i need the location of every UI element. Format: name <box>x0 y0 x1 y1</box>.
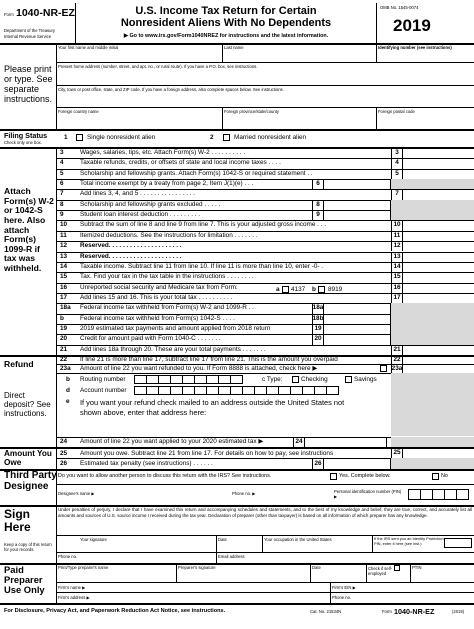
line-21-amount[interactable] <box>403 345 474 355</box>
line-26-amount[interactable] <box>324 458 391 469</box>
foreign-postal-label: Foreign postal code <box>378 109 415 114</box>
line-box-label: 19 <box>314 324 322 332</box>
line-23a-amount[interactable] <box>403 364 474 373</box>
preparer-name-field[interactable] <box>58 571 174 580</box>
line-box-label: 6 <box>316 180 320 188</box>
line-12-text: Reserved. . . . . . . . . . . . . . . . . . . . . <box>80 242 182 250</box>
line-number: 5 <box>60 169 64 177</box>
ptin-field[interactable] <box>412 571 472 580</box>
designee-name-label: Designee's name ▶ <box>58 491 95 496</box>
line-14-text: Taxable income. Subtract line 11 from line 10. If line 11 is more than line 10, enter -0- . <box>80 262 324 270</box>
line-number: 3 <box>60 149 64 156</box>
line-box-label: 13 <box>393 252 401 260</box>
your-signature-field[interactable] <box>60 543 210 552</box>
line-25-amount[interactable] <box>403 447 474 458</box>
refund-heading: Refund <box>4 359 34 369</box>
line-box-label: 11 <box>393 231 401 239</box>
designee-phone-field[interactable] <box>258 488 328 502</box>
line-number: 6 <box>60 180 64 188</box>
line-17-amount[interactable] <box>403 293 474 303</box>
paid-preparer-heading: Paid Preparer Use Only <box>4 564 45 596</box>
foreign-province-field[interactable] <box>223 115 375 128</box>
self-employed-checkbox[interactable] <box>394 565 400 571</box>
line-14-amount[interactable] <box>403 262 474 272</box>
pin-digit-box[interactable] <box>456 489 469 500</box>
line-10-amount[interactable] <box>403 220 474 230</box>
firm-ein-field[interactable] <box>360 583 472 592</box>
email-field[interactable] <box>250 553 470 562</box>
account-number-label: Account number <box>80 387 127 394</box>
foreign-country-label: Foreign country name <box>58 109 99 114</box>
line-9-amount[interactable] <box>324 210 391 220</box>
direct-deposit-note: Direct deposit? See instructions. <box>4 391 51 418</box>
married-nonresident-checkbox[interactable] <box>223 134 230 141</box>
form-8919-checkbox[interactable] <box>318 286 325 293</box>
designee-yes-label: Yes. Complete below. <box>339 473 391 479</box>
line-12-amount[interactable] <box>403 241 474 251</box>
routing-number-label: Routing number <box>80 376 126 383</box>
third-party-question: Do you want to allow another person to discuss this return with the IRS? See instructions. <box>58 473 272 479</box>
sign-phone-label: Phone no. <box>58 554 78 559</box>
line-number: 16 <box>60 283 68 291</box>
single-nonresident-label: Single nonresident alien <box>87 134 156 141</box>
line-9-text: Student loan interest deduction . . . . . . . . . <box>80 211 201 219</box>
line-22-amount[interactable] <box>403 355 474 364</box>
account-digit-box[interactable] <box>326 386 339 395</box>
email-label: Email address <box>218 554 245 559</box>
designee-no-checkbox[interactable] <box>432 473 439 480</box>
line-26-text: Estimated tax penalty (see instructions) . . . . . . <box>80 460 213 467</box>
first-name-field[interactable] <box>57 51 221 61</box>
shaded-cell <box>391 210 474 220</box>
routing-digit-box[interactable] <box>230 375 243 384</box>
line-box-label: 12 <box>393 242 401 250</box>
dept-line1: Department of the Treasury <box>4 28 55 33</box>
line-box-label: 9 <box>316 211 320 219</box>
line-7-text: Add lines 3, 4, and 5 . . . . . . . . . . . . . . . . <box>80 190 196 198</box>
form-number: 1040-NR-EZ <box>16 7 75 19</box>
form-title-line1: U.S. Income Tax Return for Certain <box>135 5 317 17</box>
line-3-text: Wages, salaries, tips, etc. Attach Form(s) W-2 . . . . . . . . . . <box>80 149 246 156</box>
line-23e-text-2: shown above, enter that address here: <box>80 408 207 417</box>
line-number: 8 <box>60 200 64 208</box>
home-address-field[interactable] <box>57 70 473 84</box>
line-5-text: Scholarship and fellowship grants. Attach Form(s) 1042-S or required statement . . <box>80 169 313 177</box>
line-5-amount[interactable] <box>403 169 474 179</box>
goto-instructions: ▶ Go to www.irs.gov/Form1040NREZ for instructions and the latest information. <box>123 33 329 39</box>
line-19-amount[interactable] <box>324 324 391 334</box>
form-8888-checkbox[interactable] <box>380 365 387 372</box>
omb-number: OMB No. 1545-0074 <box>380 5 419 10</box>
perjury-statement: Under penalties of perjury, I declare that I have examined this return and accompanying schedules and statements, and to the best of my knowledge and belief, they are true, correct, and accurately list all amounts and sources of U.S. source income I received during the tax year. Declaration of preparer (other than taxpayer) is based on all information of which preparer has any knowledge. <box>58 507 472 518</box>
line-number: 13 <box>60 252 68 260</box>
catalog-number: Cat. No. 21534N <box>310 609 342 614</box>
city-field[interactable] <box>57 93 473 106</box>
line-24-text: Amount of line 22 you want applied to your 2020 estimated tax ▶ <box>80 438 264 445</box>
line-13-amount[interactable] <box>403 252 474 262</box>
checking-label: Checking <box>301 376 328 383</box>
line-8-text: Scholarship and fellowship grants excluded . . . . . <box>80 200 221 208</box>
firm-phone-field[interactable] <box>360 593 472 602</box>
your-signature-label: Your signature <box>80 537 107 542</box>
line-number: 17 <box>60 293 68 301</box>
firm-name-label: Firm's name ▶ <box>58 585 86 590</box>
line-15-text: Tax. Find your tax in the tax table in the instructions . . . . . . . . <box>80 273 254 281</box>
savings-label: Savings <box>354 376 377 383</box>
line-box-label: 15 <box>393 273 401 281</box>
line-21-text: Add lines 18a through 20. These are your total payments . . . . . . . <box>80 345 266 353</box>
married-nonresident-label: Married nonresident alien <box>234 134 307 141</box>
sign-date-label: Date <box>218 537 227 542</box>
footer-year: (2019) <box>452 609 465 614</box>
form-word: Form <box>4 12 14 17</box>
form-page: Form 1040-NR-EZ Department of the Treasury Internal Revenue Service U.S. Income Tax Return for Certain Nonresident Aliens With No Dependents ▶ Go to www.irs.gov/Form1040NREZ for instructions and the latest information. OMB No. 1545-0074 2019 Please print or type. See separate instructions. Your first name and middle initial Last name Identifying number (see instructions) Present home address (number, street, and apt. no., or rural route). If you have a P.O. box, see instructions. City, town or post office, state, and ZIP code. If you have a foreign address, also complete spaces below. See instructions. Foreign country name Foreign province/state/county Foreign postal code Filing Status Check only one box. 1 Single nonresident alien 2 Married nonresident alien Attach Form(s) W-2 or 1042-S here. Also attach Form(s) 1099-R if tax was withheld. 3 Wages, salaries, tips, etc. Attach Form(s) W-2 . . . . . . . . . . 3 4 Taxable refunds, credits, or offsets of state and local income taxes . . . . 4 5 Scholarship and fellowship grants. Attach Form(s) 1042-S or required statement . . 5 6 Total income exempt by a treaty from page 2, Item J(1)(e) . . . 6 7 Add lines 3, 4, and 5 . . . . . . . . . . . . . . . . 7 8 Scholarship and fellowship grants excluded . . . . . 8 9 Student loan interest deduction . . . . . . . . . 9 10 Subtract the sum of line 8 and line 9 from line 7. This is your adjusted gross income . . . 10 11 Itemized deductions. See the instructions for limitation . . . . . . . 11 12 Reserved. . . . . . . . . . . . . . . . . . . . . 12 13 Reserved. . . . . . . . . . . . . . . . . . . . . 13 14 Taxable income. Subtract line 11 from line 10. If line 11 is more than line 10, enter -0- . 14 15 Tax. Find your tax in the tax table in the instructions . . . . . . . . 15 16 Unreported social security and Medicare tax from Form: 16 17 Add lines 15 and 16. This is your total tax . . . . . . . . . . 17 18a Federal income tax withheld from Form(s) W-2 and 1099-R . . 18a b Federal income tax withheld from Form(s) 1042-S . . . . 18b 19 2019 estimated tax payments and amount applied from 2018 return 19 20 Credit for amount paid with Form 1040-C . . . . . . . 20 21 Add lines 18a through 20. These are your total payments . . . . . . . 21 a 4137 b 8919 Refund Direct deposit? See instructions. 22 If line 21 is more than line 17, subtract line 17 from line 21. This is the amount you overpaid 22 23a Amount of line 22 you want refunded to you. If Form 8888 is attached, check here ▶ 23a b Routing number c Type: Checking Savings d Account number e If you want your refund check mailed to an address outside the United States not shown above, enter that address here: 24 Amount of line 22 you want applied to your 2020 estimated tax ▶ 24 Amount You Owe 25 Amount you owe. Subtract line 21 from line 17. For details on how to pay, see instructions 25 26 Estimated tax penalty (see instructions) . . . . . . 26 Third Party Designee Do you want to allow another person to discuss this return with the IRS? See instructions. Yes. Complete below. No Designee's name ▶ Phone no. ▶ Personal identification number (PIN) ▶ Sign Here Keep a copy of this return for your records. Under penalties of perjury, I declare that I have examined this return and accompanying schedules and statements, and to the best of my knowledge and belief, they are true, correct, and accurately list all amounts and sources of U.S. source income I received during the tax year. Declaration of preparer (other than taxpayer) is based on all information of which preparer has any knowledge. Your signature Date Your occupation in the United States If the IRS sent you an Identity Protection PIN, enter it here (see inst.) Phone no. Email address Paid Preparer Use Only Print/Type preparer's name Preparer's signature Date Check if self-employed PTIN Firm's name ▶ Firm's EIN ▶ Firm's address ▶ Phone no. For Disclosure, Privacy Act, and Paperwork Reduction Act Notice, see instructions. Cat. No. 21534N Form 1040-NR-EZ (2019) <box>0 0 474 629</box>
line-4-amount[interactable] <box>403 158 474 168</box>
line-number: 10 <box>60 221 68 229</box>
line-box-label: 21 <box>393 345 401 353</box>
line-8-amount[interactable] <box>324 200 391 210</box>
amount-you-owe-heading: Amount You Owe <box>4 449 52 468</box>
line-box-label: 3 <box>395 149 399 156</box>
first-name-label: Your first name and middle initial <box>58 45 119 50</box>
firm-phone-label: Phone no. <box>332 595 352 600</box>
form-4137-label: 4137 <box>291 286 306 293</box>
line-6-amount[interactable] <box>324 179 391 189</box>
line-6-text: Total income exempt by a treaty from page 2, Item J(1)(e) . . . <box>80 180 254 188</box>
header-divider-right <box>376 3 377 43</box>
line-20-text: Credit for amount paid with Form 1040-C . . . . . . . <box>80 335 221 343</box>
identifying-number-field[interactable] <box>377 51 473 61</box>
line-4-text: Taxable refunds, credits, or offsets of state and local income taxes . . . . <box>80 159 281 167</box>
savings-checkbox[interactable] <box>345 376 352 383</box>
line-number: 14 <box>60 262 68 270</box>
line-3-amount[interactable] <box>403 148 474 158</box>
last-name-label: Last name <box>224 45 244 50</box>
firm-ein-label: Firm's EIN ▶ <box>332 585 356 590</box>
line-11-text: Itemized deductions. See the instructions for limitation . . . . . . . <box>80 231 258 239</box>
third-party-heading: Third Party Designee <box>4 470 57 492</box>
line-number: 21 <box>60 345 68 353</box>
firm-address-field[interactable] <box>96 593 328 602</box>
line-b-text: Federal income tax withheld from Form(s) 1042-S . . . . <box>80 314 235 322</box>
line-box-label: 18b <box>312 314 324 322</box>
line-25-text: Amount you owe. Subtract line 21 from line 17. For details on how to pay, see instructions <box>80 450 334 457</box>
form-title-line2: Nonresident Aliens With No Dependents <box>120 17 332 29</box>
form-4137-checkbox[interactable] <box>282 286 289 293</box>
sign-phone-field[interactable] <box>86 553 210 562</box>
line-number: 7 <box>60 190 64 198</box>
shaded-cell <box>391 303 474 313</box>
line-box-label: 5 <box>395 169 399 177</box>
designee-name-field[interactable] <box>98 488 228 502</box>
account-type-label: c Type: <box>262 376 283 383</box>
foreign-province-label: Foreign province/state/county <box>224 109 279 114</box>
line-18a-text: Federal income tax withheld from Form(s) W-2 and 1099-R . . <box>80 304 254 312</box>
occupation-label: Your occupation in the United States <box>264 537 332 542</box>
firm-name-field[interactable] <box>92 583 328 592</box>
ip-pin-field[interactable] <box>444 538 472 548</box>
line-box-label: 17 <box>393 293 401 301</box>
occupation-field[interactable] <box>264 543 370 552</box>
shaded-cell <box>391 324 474 334</box>
preparer-signature-field[interactable] <box>178 571 308 580</box>
designee-pin-label: Personal identification number (PIN) ▶ <box>334 489 402 500</box>
footer-notice: For Disclosure, Privacy Act, and Paperwork Reduction Act Notice, see instructions. <box>4 608 226 614</box>
shaded-cell <box>391 334 474 344</box>
tax-year: 2019 <box>393 16 431 35</box>
foreign-postal-field[interactable] <box>377 115 473 128</box>
line-11-amount[interactable] <box>403 231 474 241</box>
shaded-cell <box>391 179 474 189</box>
sign-here-heading: Sign Here <box>4 507 31 534</box>
line-16-amount[interactable] <box>403 283 474 293</box>
line-19-text: 2019 estimated tax payments and amount applied from 2018 return <box>80 324 271 332</box>
single-nonresident-checkbox[interactable] <box>76 134 83 141</box>
line-number: 20 <box>60 335 68 343</box>
dept-line2: Internal Revenue Service <box>4 34 52 39</box>
line-number: 18a <box>60 304 71 312</box>
preparer-date-label: Date <box>312 565 321 570</box>
foreign-mailing-address-field[interactable] <box>80 419 380 436</box>
line-17-text: Add lines 15 and 16. This is your total tax . . . . . . . . . . <box>80 293 233 301</box>
line-box-label: 4 <box>395 159 399 167</box>
city-label: City, town or post office, state, and ZIP code. If you have a foreign address, also complete spaces below. See instructions. <box>58 87 284 92</box>
shaded-cell <box>391 200 474 210</box>
line-number: 4 <box>60 159 64 167</box>
line-box-label: 20 <box>314 335 322 343</box>
firm-address-label: Firm's address ▶ <box>58 595 90 600</box>
filing-status-heading: Filing Status <box>4 131 48 140</box>
line-number: 9 <box>60 211 64 219</box>
line-18a-amount[interactable] <box>324 303 391 313</box>
line-10-text: Subtract the sum of line 8 and line 9 from line 7. This is your adjusted gross income . . . <box>80 221 327 229</box>
line-24-amount[interactable] <box>305 437 387 447</box>
line-box-label: 8 <box>316 200 320 208</box>
foreign-country-field[interactable] <box>57 115 221 128</box>
line-23e-text-1: If you want your refund check mailed to an address outside the United States not <box>80 398 345 407</box>
line-16-text: Unreported social security and Medicare tax from Form: <box>80 283 238 291</box>
preparer-signature-label: Preparer's signature <box>178 565 216 570</box>
identifying-number-label: Identifying number (see instructions) <box>378 45 452 50</box>
line-23a-text: Amount of line 22 you want refunded to you. If Form 8888 is attached, check here ▶ <box>80 365 318 372</box>
line-number: 11 <box>60 231 67 239</box>
line-15-amount[interactable] <box>403 272 474 282</box>
line-number: 19 <box>60 324 68 332</box>
designee-yes-checkbox[interactable] <box>330 473 337 480</box>
footer-form-word: Form <box>382 609 392 614</box>
form-8919-label: 8919 <box>328 286 343 293</box>
checking-checkbox[interactable] <box>292 376 299 383</box>
designee-no-label: No <box>441 473 448 479</box>
line-22-text: If line 21 is more than line 17, subtract line 17 from line 21. This is the amount you overpaid <box>80 356 338 363</box>
line-box-label: 10 <box>393 221 401 229</box>
designee-phone-label: Phone no. ▶ <box>232 491 256 496</box>
line-number: 15 <box>60 273 68 281</box>
attach-forms-note: Attach Form(s) W-2 or 1042-S here. Also attach Form(s) 1099-R if tax was withheld. <box>4 186 54 273</box>
line-b-amount[interactable] <box>324 314 391 324</box>
line-box-label: 7 <box>395 190 399 198</box>
line-box-label: 16 <box>393 283 401 291</box>
line-20-amount[interactable] <box>324 334 391 344</box>
line-7-amount[interactable] <box>403 189 474 199</box>
last-name-field[interactable] <box>223 51 375 61</box>
line-number: b <box>60 314 64 322</box>
keep-copy-note: Keep a copy of this return for your records. <box>4 542 52 553</box>
shaded-cell <box>391 314 474 324</box>
line-box-label: 14 <box>393 262 401 270</box>
line-box-label: 18a <box>312 304 324 312</box>
preparer-name-label: Print/Type preparer's name <box>58 565 109 570</box>
line-13-text: Reserved. . . . . . . . . . . . . . . . . . . . . <box>80 252 182 260</box>
ptin-label: PTIN <box>412 565 422 570</box>
print-or-type-note: Please print or type. See separate instructions. <box>4 64 53 105</box>
footer-form-number: 1040-NR-EZ <box>394 607 435 616</box>
line-number: 12 <box>60 242 68 250</box>
ip-pin-label: If the IRS sent you an Identity Protection PIN, enter it here (see inst.) <box>374 536 444 546</box>
filing-status-sub: Check only one box. <box>4 140 42 145</box>
self-employed-label: Check if self-employed <box>368 566 393 577</box>
home-address-label: Present home address (number, street, and apt. no., or rural route). If you have a P.O. box, see instructions. <box>58 64 258 69</box>
